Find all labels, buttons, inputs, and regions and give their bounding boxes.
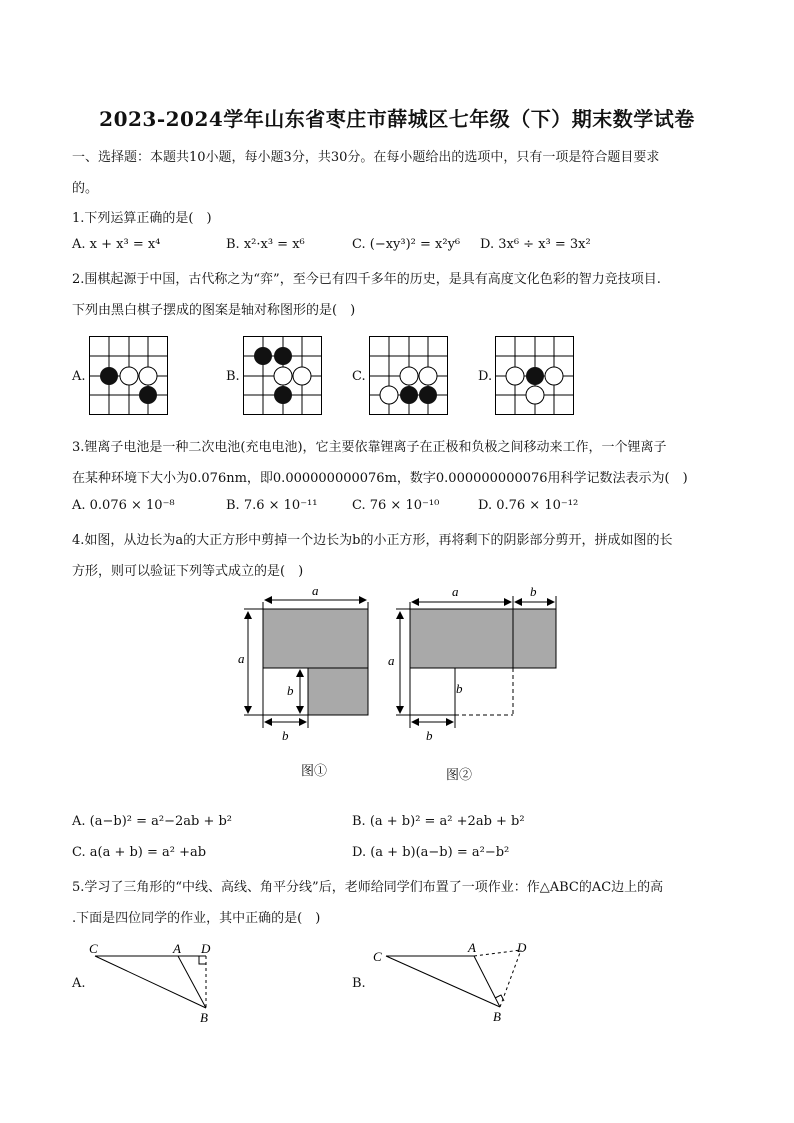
white-stone xyxy=(545,367,563,385)
q5-label-a: A. xyxy=(72,976,86,991)
q5-stem-line1: 5.学习了三角形的“中线、高线、角平分线”后，老师给同学们布置了一项作业：作△ABC的AC边上的高 xyxy=(72,880,664,895)
point-b: B xyxy=(200,1010,208,1025)
q4-stem-line1: 4.如图，从边长为a的大正方形中剪掉一个边长为b的小正方形，再将剩下的阴影部分剪开，拼成如图的长 xyxy=(72,533,673,548)
q3-stem-line1: 3.锂离子电池是一种二次电池(充电电池)，它主要依靠锂离子在正极和负极之间移动来工作，一个锂离子 xyxy=(72,440,667,455)
black-stone xyxy=(526,367,544,385)
q4-option-a: A. (a−b)² = a²−2ab + b² xyxy=(72,814,233,829)
q5-label-b: B. xyxy=(352,976,366,991)
q2-label-c: C. xyxy=(352,369,366,384)
black-stone xyxy=(274,347,292,365)
q2-label-a: A. xyxy=(72,369,86,384)
go-board-a xyxy=(89,336,169,416)
q3-option-d: D. 0.76 × 10⁻¹² xyxy=(478,498,579,513)
label-b: b xyxy=(456,681,463,696)
q3-option-a: A. 0.076 × 10⁻⁸ xyxy=(72,498,175,513)
q4-option-d: D. (a + b)(a−b) = a²−b² xyxy=(352,845,510,860)
black-stone xyxy=(400,386,418,404)
q4-stem-line2: 方形，则可以验证下列等式成立的是( ) xyxy=(72,564,304,579)
black-stone xyxy=(254,347,272,365)
point-c: C xyxy=(373,949,382,964)
q2-stem-line1: 2.围棋起源于中国，古代称之为“弈”，至今已有四千多年的历史，是具有高度文化色彩的智力竞技项目. xyxy=(72,272,661,287)
label-a: a xyxy=(238,651,245,666)
label-b: b xyxy=(287,683,294,698)
shaded-top xyxy=(263,609,368,668)
go-board-d xyxy=(495,336,575,416)
white-stone xyxy=(380,386,398,404)
white-stone xyxy=(419,367,437,385)
point-c: C xyxy=(89,941,98,956)
white-stone xyxy=(293,367,311,385)
q2-label-b: B. xyxy=(226,369,240,384)
q1-option-c: C. (−xy³)² = x²y⁶ xyxy=(352,237,461,252)
q5-stem-line2: .下面是四位同学的作业，其中正确的是( ) xyxy=(72,911,321,926)
q5-figure-b xyxy=(365,937,535,1027)
white-stone xyxy=(526,386,544,404)
q4-option-b: B. (a + b)² = a² +2ab + b² xyxy=(352,814,525,829)
q3-option-c: C. 76 × 10⁻¹⁰ xyxy=(352,498,440,513)
black-stone xyxy=(139,386,157,404)
go-board-c xyxy=(369,336,449,416)
label-b: b xyxy=(426,728,433,743)
section-heading-cont: 的。 xyxy=(72,181,99,196)
q2-stem-line2: 下列由黑白棋子摆成的图案是轴对称图形的是( ) xyxy=(72,303,356,318)
white-stone xyxy=(400,367,418,385)
figure-caption-1: 图① xyxy=(301,764,328,779)
figure-caption-2: 图② xyxy=(446,768,473,783)
q3-option-b: B. 7.6 × 10⁻¹¹ xyxy=(226,498,318,513)
black-stone xyxy=(419,386,437,404)
white-stone xyxy=(139,367,157,385)
label-a: a xyxy=(452,584,459,599)
q4-figure-2 xyxy=(380,582,570,747)
label-a: a xyxy=(388,653,395,668)
black-stone xyxy=(100,367,118,385)
page-title: 2023-2024学年山东省枣庄市薛城区七年级（下）期末数学试卷 xyxy=(99,107,695,131)
white-stone xyxy=(120,367,138,385)
label-b: b xyxy=(530,584,537,599)
point-a: A xyxy=(173,941,181,956)
q1-option-a: A. x + x³ = x⁴ xyxy=(72,237,161,252)
q3-stem-line2: 在某种环境下大小为0.076nm，即0.000000000076m，数字0.000000000076用科学记数法表示为( ) xyxy=(72,471,688,486)
q1-option-d: D. 3x⁶ ÷ x³ = 3x² xyxy=(480,237,591,252)
point-b: B xyxy=(493,1009,501,1024)
label-b: b xyxy=(282,728,289,743)
black-stone xyxy=(274,386,292,404)
shaded-bottom xyxy=(308,668,368,715)
q1-stem: 1.下列运算正确的是( ) xyxy=(72,211,212,226)
q2-label-d: D. xyxy=(478,369,493,384)
point-d: D xyxy=(201,941,211,956)
section-heading: 一、选择题：本题共10小题，每小题3分，共30分。在每小题给出的选项中，只有一项是符合题目要求 xyxy=(72,150,660,165)
q5-figure-a xyxy=(85,937,225,1027)
q4-figure-1 xyxy=(230,582,380,747)
point-d: D xyxy=(517,940,527,955)
go-board-b xyxy=(243,336,323,416)
q4-option-c: C. a(a + b) = a² +ab xyxy=(72,845,207,860)
q1-option-b: B. x²·x³ = x⁶ xyxy=(226,237,305,252)
point-a: A xyxy=(468,940,476,955)
shaded-right xyxy=(513,609,556,668)
label-a: a xyxy=(312,583,319,598)
white-stone xyxy=(506,367,524,385)
shaded-left xyxy=(410,609,513,668)
white-stone xyxy=(274,367,292,385)
